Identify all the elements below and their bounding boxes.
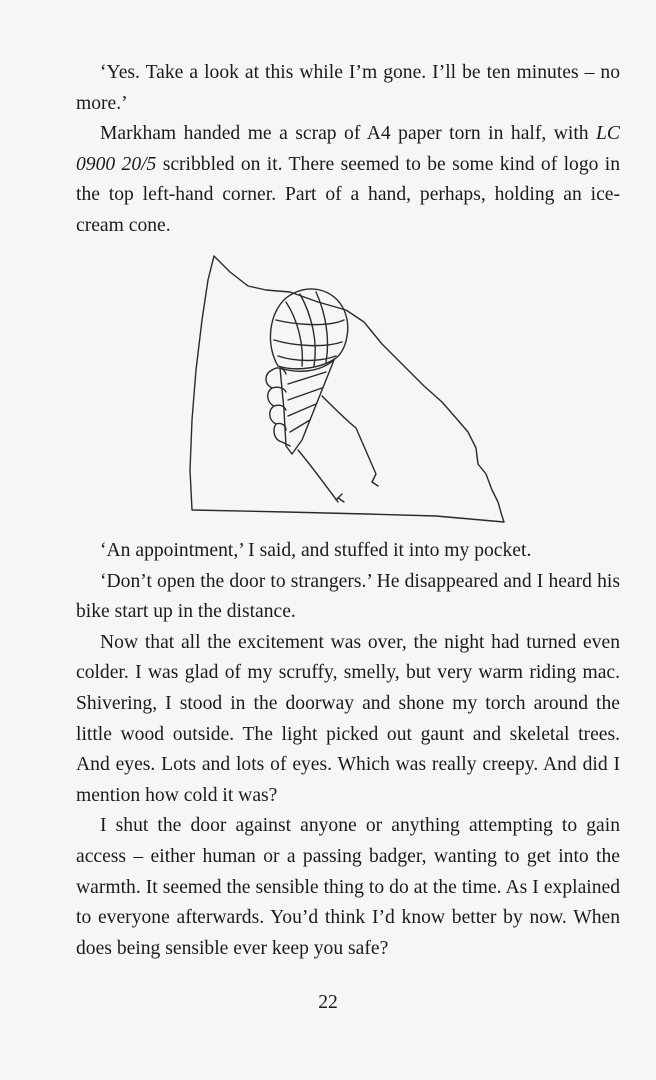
scribbled-code: LC 0900 20/5 (76, 123, 620, 175)
paragraph-yes-take-a-look: ‘Yes. Take a look at this while I’m gone. I’ll be ten minutes – no more.’ (76, 62, 620, 114)
text-block-top (76, 58, 620, 242)
torn-paper-ice-cream-logo-icon (186, 250, 508, 524)
paragraph-markham-before: Markham handed me a scrap of A4 paper torn in half, with (100, 123, 597, 145)
text-block-bottom (76, 536, 620, 964)
paragraph-now-that-all: Now that all the excitement was over, the night had turned even colder. I was glad of my scruffy, smelly, but very warm riding mac. Shivering, I stood in the doorway and shone my torch around the little wood outside. The light picked out gaunt and skeletal trees. And eyes. Lots and lots of eyes. Which was really creepy. And did I mention how cold it was? (76, 631, 620, 806)
paragraph-dont-open-the-door: ‘Don’t open the door to strangers.’ He disappeared and I heard his bike start up in the distance. (76, 570, 620, 623)
paragraph-markham-after: scribbled on it. There seemed to be some kind of logo in the top left-hand corner. Part of a hand, perhaps, holding an ice-cream cone. (76, 153, 620, 236)
paragraph-markham-handed (76, 119, 620, 241)
paragraph-an-appointment: ‘An appointment,’ I said, and stuffed it into my pocket. (100, 540, 532, 561)
page-number: 22 (318, 992, 338, 1013)
paragraph-i-shut-the-door: I shut the door against anyone or anything attempting to gain access – either human or a passing badger, wanting to get into the warmth. It seemed the sensible thing to do at the time. As I explained to everyone afterwards. You’d think I’d know better by now. When does being sensible ever keep you safe? (76, 815, 620, 959)
